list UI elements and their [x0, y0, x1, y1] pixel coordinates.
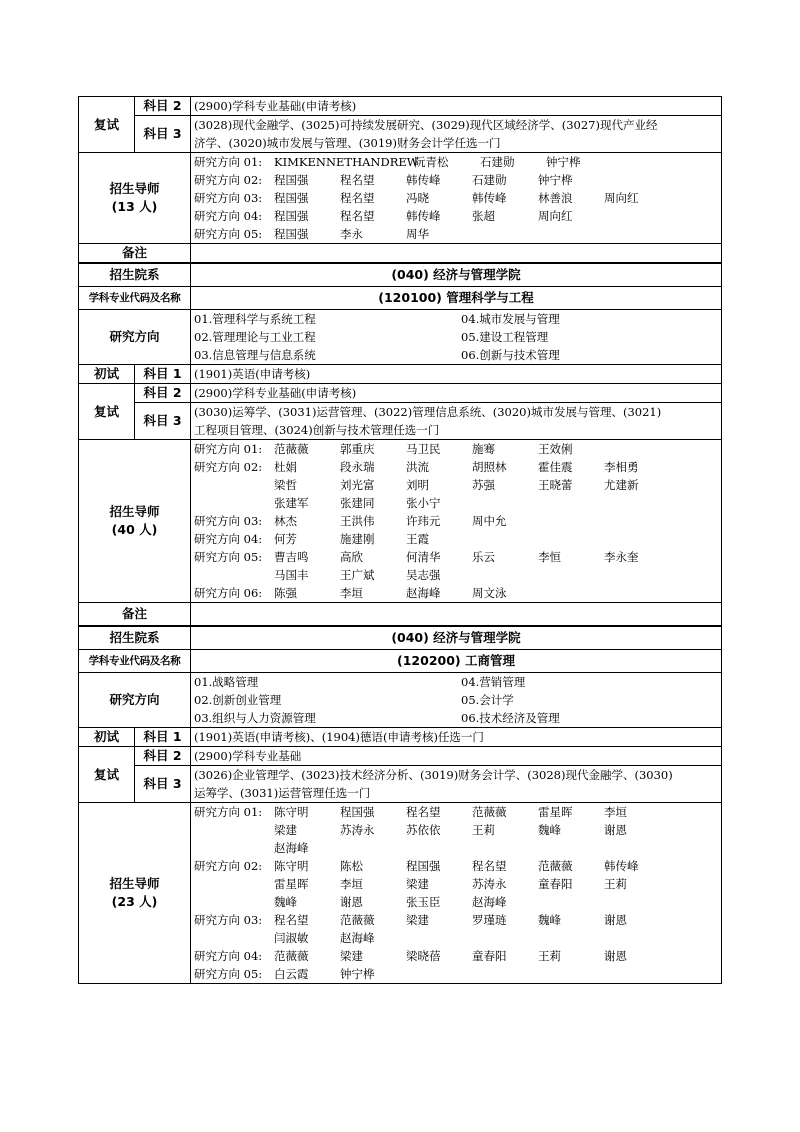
- tutor-name: 陈强: [274, 586, 297, 600]
- tutor-name: 曹吉鸣: [274, 550, 309, 564]
- direction-prefix: 研究方向 02:: [194, 859, 263, 873]
- tutor-list: [191, 153, 722, 244]
- subject2-value: (2900)学科专业基础(申请考核): [191, 97, 722, 116]
- direction-prefix: [194, 893, 274, 911]
- retest-label: 复试: [79, 97, 135, 153]
- tutor-name: 赵海峰: [274, 841, 309, 855]
- tutor-name: 谢恩: [340, 895, 363, 909]
- tutor-name: 胡照林: [472, 460, 507, 474]
- admissions-table: [78, 96, 722, 984]
- tutor-name: 王洪伟: [340, 514, 375, 528]
- tutor-row: [194, 911, 718, 929]
- tutor-name: 何芳: [274, 532, 297, 546]
- college-label: 招生院系: [79, 263, 191, 287]
- tutor-row: [194, 530, 718, 548]
- subject1-label: 科目 1: [135, 365, 191, 384]
- tutor-name: 韩传峰: [472, 191, 507, 205]
- direction-item: 05.会计学: [461, 693, 514, 707]
- tutor-name: 周中允: [472, 514, 507, 528]
- direction-item: 03.信息管理与信息系统: [194, 348, 316, 362]
- retest-label: 复试: [79, 384, 135, 440]
- college-label: 招生院系: [79, 626, 191, 650]
- tutor-name: 高欣: [340, 550, 363, 564]
- direction-prefix: 研究方向 01:: [194, 155, 263, 169]
- direction-prefix: 研究方向 03:: [194, 514, 263, 528]
- direction-prefix: [194, 476, 274, 494]
- direction-prefix: 研究方向 02:: [194, 460, 263, 474]
- tutor-name: 范薇薇: [340, 913, 375, 927]
- direction-prefix: 研究方向 03:: [194, 191, 263, 205]
- tutor-name: 霍佳震: [538, 460, 573, 474]
- direction-prefix: [194, 566, 274, 584]
- tutor-row: [194, 494, 718, 512]
- tutor-name: 谢恩: [604, 823, 627, 837]
- tutor-name: 林善浪: [538, 191, 573, 205]
- tutor-name: 王霞: [406, 532, 429, 546]
- tutor-name: 林杰: [274, 514, 297, 528]
- tutor-name: 雷星晖: [274, 877, 309, 891]
- tutor-name: 苏强: [472, 478, 495, 492]
- tutor-name: 钟宁桦: [546, 155, 581, 169]
- tutor-name: 段永瑞: [340, 460, 375, 474]
- tutor-name: 冯晓: [406, 191, 429, 205]
- subject3-value: (3028)现代金融学、(3025)可持续发展研究、(3029)现代区域经济学、(3027)现代产业经 济学、(3020)城市发展与管理、(3019)财务会计学任选一门: [191, 116, 722, 153]
- tutor-name: 洪流: [406, 460, 429, 474]
- tutor-row: [194, 476, 718, 494]
- tutor-name: 周文泳: [472, 586, 507, 600]
- subject2-label: 科目 2: [135, 384, 191, 403]
- tutor-name: 赵海峰: [406, 586, 441, 600]
- tutor-name: 范薇薇: [274, 949, 309, 963]
- tutor-name: 程名望: [340, 209, 375, 223]
- tutor-name: 周向红: [538, 209, 573, 223]
- tutor-label: 招生导师 (13 人): [79, 153, 191, 244]
- direction-prefix: [194, 929, 274, 947]
- retest-label: 复试: [79, 747, 135, 803]
- tutor-name: 程国强: [274, 209, 309, 223]
- tutor-name: 程名望: [340, 191, 375, 205]
- tutor-name: 梁建: [406, 913, 429, 927]
- subject3-label: 科目 3: [135, 116, 191, 153]
- tutor-name: 钟宁桦: [340, 967, 375, 981]
- direction-prefix: 研究方向 02:: [194, 173, 263, 187]
- tutor-label: 招生导师 (40 人): [79, 440, 191, 603]
- tutor-list: [191, 440, 722, 603]
- major-label: 学科专业代码及名称: [79, 287, 191, 310]
- direction-item: 03.组织与人力资源管理: [194, 711, 316, 725]
- tutor-name: 雷星晖: [538, 805, 573, 819]
- tutor-name: 韩传峰: [406, 209, 441, 223]
- college-value: (040) 经济与管理学院: [191, 263, 722, 287]
- tutor-name: 马卫民: [406, 442, 441, 456]
- direction-prefix: 研究方向 04:: [194, 949, 263, 963]
- tutor-name: 张建同: [340, 496, 375, 510]
- tutor-name: 李相勇: [604, 460, 639, 474]
- tutor-row: [194, 512, 718, 530]
- tutor-name: 白云霞: [274, 967, 309, 981]
- tutor-name: 魏峰: [538, 913, 561, 927]
- college-value: (040) 经济与管理学院: [191, 626, 722, 650]
- tutor-name: 刘光富: [340, 478, 375, 492]
- direction-item: 04.营销管理: [461, 675, 526, 689]
- subject1-value: (1901)英语(申请考核): [191, 365, 722, 384]
- direction-prefix: 研究方向 05:: [194, 967, 263, 981]
- direction-prefix: 研究方向 01:: [194, 442, 263, 456]
- tutor-name: 魏峰: [538, 823, 561, 837]
- direction-prefix: 研究方向 04:: [194, 209, 263, 223]
- direction-prefix: [194, 821, 274, 839]
- direction-item: 01.管理科学与系统工程: [194, 312, 316, 326]
- tutor-row: [194, 189, 718, 207]
- tutor-name: 程名望: [406, 805, 441, 819]
- tutor-row: [194, 839, 718, 857]
- direction-prefix: 研究方向 05:: [194, 550, 263, 564]
- direction-item: 02.管理理论与工业工程: [194, 330, 316, 344]
- subject3-label: 科目 3: [135, 403, 191, 440]
- tutor-row: [194, 875, 718, 893]
- direction-prefix: 研究方向 04:: [194, 532, 263, 546]
- tutor-name: 赵海峰: [472, 895, 507, 909]
- tutor-row: [194, 458, 718, 476]
- tutor-name: 梁建: [406, 877, 429, 891]
- tutor-row: [194, 893, 718, 911]
- direction-label: 研究方向: [79, 310, 191, 365]
- remark-label: 备注: [79, 603, 191, 627]
- tutor-name: 施骞: [472, 442, 495, 456]
- tutor-name: 张超: [472, 209, 495, 223]
- tutor-name: 周华: [406, 227, 429, 241]
- tutor-name: 王莉: [472, 823, 495, 837]
- subject3-value: (3030)运筹学、(3031)运营管理、(3022)管理信息系统、(3020)城市发展与管理、(3021) 工程项目管理、(3024)创新与技术管理任选一门: [191, 403, 722, 440]
- tutor-name: 周向红: [604, 191, 639, 205]
- tutor-name: 范薇薇: [274, 442, 309, 456]
- tutor-row: [194, 566, 718, 584]
- tutor-name: 梁哲: [274, 478, 297, 492]
- major-value: (120200) 工商管理: [191, 650, 722, 673]
- tutor-row: [194, 584, 718, 602]
- tutor-name: 王晓蕾: [538, 478, 573, 492]
- tutor-name: 王莉: [604, 877, 627, 891]
- tutor-name: 范薇薇: [538, 859, 573, 873]
- direction-label: 研究方向: [79, 673, 191, 728]
- tutor-name: 梁晓蓓: [406, 949, 441, 963]
- subject2-label: 科目 2: [135, 747, 191, 766]
- tutor-name: 何清华: [406, 550, 441, 564]
- tutor-name: 苏涛永: [472, 877, 507, 891]
- tutor-name: 程名望: [340, 173, 375, 187]
- tutor-name: 程名望: [274, 913, 309, 927]
- subject3-value: (3026)企业管理学、(3023)技术经济分析、(3019)财务会计学、(3028)现代金融学、(3030) 运筹学、(3031)运营管理任选一门: [191, 766, 722, 803]
- tutor-name: 闫淑敏: [274, 931, 309, 945]
- direction-prefix: 研究方向 03:: [194, 913, 263, 927]
- direction-list: [191, 310, 722, 365]
- tutor-name: 李永: [340, 227, 363, 241]
- tutor-name: 许玮元: [406, 514, 441, 528]
- tutor-name: 范薇薇: [472, 805, 507, 819]
- tutor-name: 梁建: [274, 823, 297, 837]
- tutor-name: 刘明: [406, 478, 429, 492]
- tutor-label: 招生导师 (23 人): [79, 803, 191, 984]
- tutor-name: 陈守明: [274, 805, 309, 819]
- direction-item: 01.战略管理: [194, 675, 259, 689]
- tutor-name: 谢恩: [604, 913, 627, 927]
- tutor-list: [191, 803, 722, 984]
- tutor-name: 王效俐: [538, 442, 573, 456]
- tutor-name: 阮青松: [414, 155, 449, 169]
- tutor-name: 李永奎: [604, 550, 639, 564]
- tutor-row: [194, 440, 718, 458]
- direction-item: 06.创新与技术管理: [461, 348, 560, 362]
- tutor-row: [194, 821, 718, 839]
- tutor-name: 谢恩: [604, 949, 627, 963]
- admissions-table-page: [78, 96, 721, 984]
- tutor-name: 张玉臣: [406, 895, 441, 909]
- tutor-row: [194, 857, 718, 875]
- first-exam-label: 初试: [79, 365, 135, 384]
- tutor-name: 陈松: [340, 859, 363, 873]
- tutor-name: 程国强: [340, 805, 375, 819]
- tutor-name: 李垣: [604, 805, 627, 819]
- subject2-label: 科目 2: [135, 97, 191, 116]
- tutor-name: 郭重庆: [340, 442, 375, 456]
- tutor-name: 程国强: [406, 859, 441, 873]
- tutor-name: 童春阳: [472, 949, 507, 963]
- tutor-name: 李垣: [340, 586, 363, 600]
- tutor-name: 程名望: [472, 859, 507, 873]
- tutor-name: 陈守明: [274, 859, 309, 873]
- tutor-name: 李垣: [340, 877, 363, 891]
- subject1-value: (1901)英语(申请考核)、(1904)德语(申请考核)任选一门: [191, 728, 722, 747]
- tutor-name: KIMKENNETHANDREW: [274, 155, 419, 169]
- tutor-row: [194, 153, 718, 171]
- major-label: 学科专业代码及名称: [79, 650, 191, 673]
- direction-item: 06.技术经济及管理: [461, 711, 560, 725]
- tutor-name: 钟宁桦: [538, 173, 573, 187]
- tutor-name: 程国强: [274, 227, 309, 241]
- tutor-name: 魏峰: [274, 895, 297, 909]
- direction-list: [191, 673, 722, 728]
- tutor-name: 苏依依: [406, 823, 441, 837]
- tutor-name: 尤建新: [604, 478, 639, 492]
- tutor-name: 马国丰: [274, 568, 309, 582]
- tutor-row: [194, 929, 718, 947]
- remark-value: [191, 244, 722, 264]
- direction-item: 05.建设工程管理: [461, 330, 549, 344]
- tutor-name: 石建勋: [472, 173, 507, 187]
- tutor-row: [194, 548, 718, 566]
- tutor-row: [194, 803, 718, 821]
- direction-item: 04.城市发展与管理: [461, 312, 560, 326]
- tutor-name: 童春阳: [538, 877, 573, 891]
- tutor-row: [194, 225, 718, 243]
- direction-prefix: 研究方向 05:: [194, 227, 263, 241]
- tutor-name: 张小宁: [406, 496, 441, 510]
- tutor-name: 张建军: [274, 496, 309, 510]
- subject3-label: 科目 3: [135, 766, 191, 803]
- direction-prefix: [194, 494, 274, 512]
- tutor-name: 王广斌: [340, 568, 375, 582]
- tutor-row: [194, 171, 718, 189]
- direction-prefix: [194, 875, 274, 893]
- subject1-label: 科目 1: [135, 728, 191, 747]
- tutor-name: 罗瑾琏: [472, 913, 507, 927]
- subject2-value: (2900)学科专业基础(申请考核): [191, 384, 722, 403]
- tutor-name: 吴志强: [406, 568, 441, 582]
- direction-prefix: [194, 839, 274, 857]
- direction-item: 02.创新创业管理: [194, 693, 282, 707]
- tutor-name: 韩传峰: [406, 173, 441, 187]
- tutor-name: 乐云: [472, 550, 495, 564]
- first-exam-label: 初试: [79, 728, 135, 747]
- tutor-name: 杜娟: [274, 460, 297, 474]
- tutor-name: 赵海峰: [340, 931, 375, 945]
- direction-prefix: 研究方向 06:: [194, 586, 263, 600]
- tutor-name: 程国强: [274, 173, 309, 187]
- remark-value: [191, 603, 722, 627]
- tutor-name: 李恒: [538, 550, 561, 564]
- tutor-name: 苏涛永: [340, 823, 375, 837]
- tutor-name: 梁建: [340, 949, 363, 963]
- remark-label: 备注: [79, 244, 191, 264]
- tutor-row: [194, 965, 718, 983]
- subject2-value: (2900)学科专业基础: [191, 747, 722, 766]
- tutor-name: 石建勋: [480, 155, 515, 169]
- tutor-row: [194, 947, 718, 965]
- tutor-name: 王莉: [538, 949, 561, 963]
- tutor-name: 韩传峰: [604, 859, 639, 873]
- direction-prefix: 研究方向 01:: [194, 805, 263, 819]
- tutor-name: 施建刚: [340, 532, 375, 546]
- tutor-row: [194, 207, 718, 225]
- major-value: (120100) 管理科学与工程: [191, 287, 722, 310]
- tutor-name: 程国强: [274, 191, 309, 205]
